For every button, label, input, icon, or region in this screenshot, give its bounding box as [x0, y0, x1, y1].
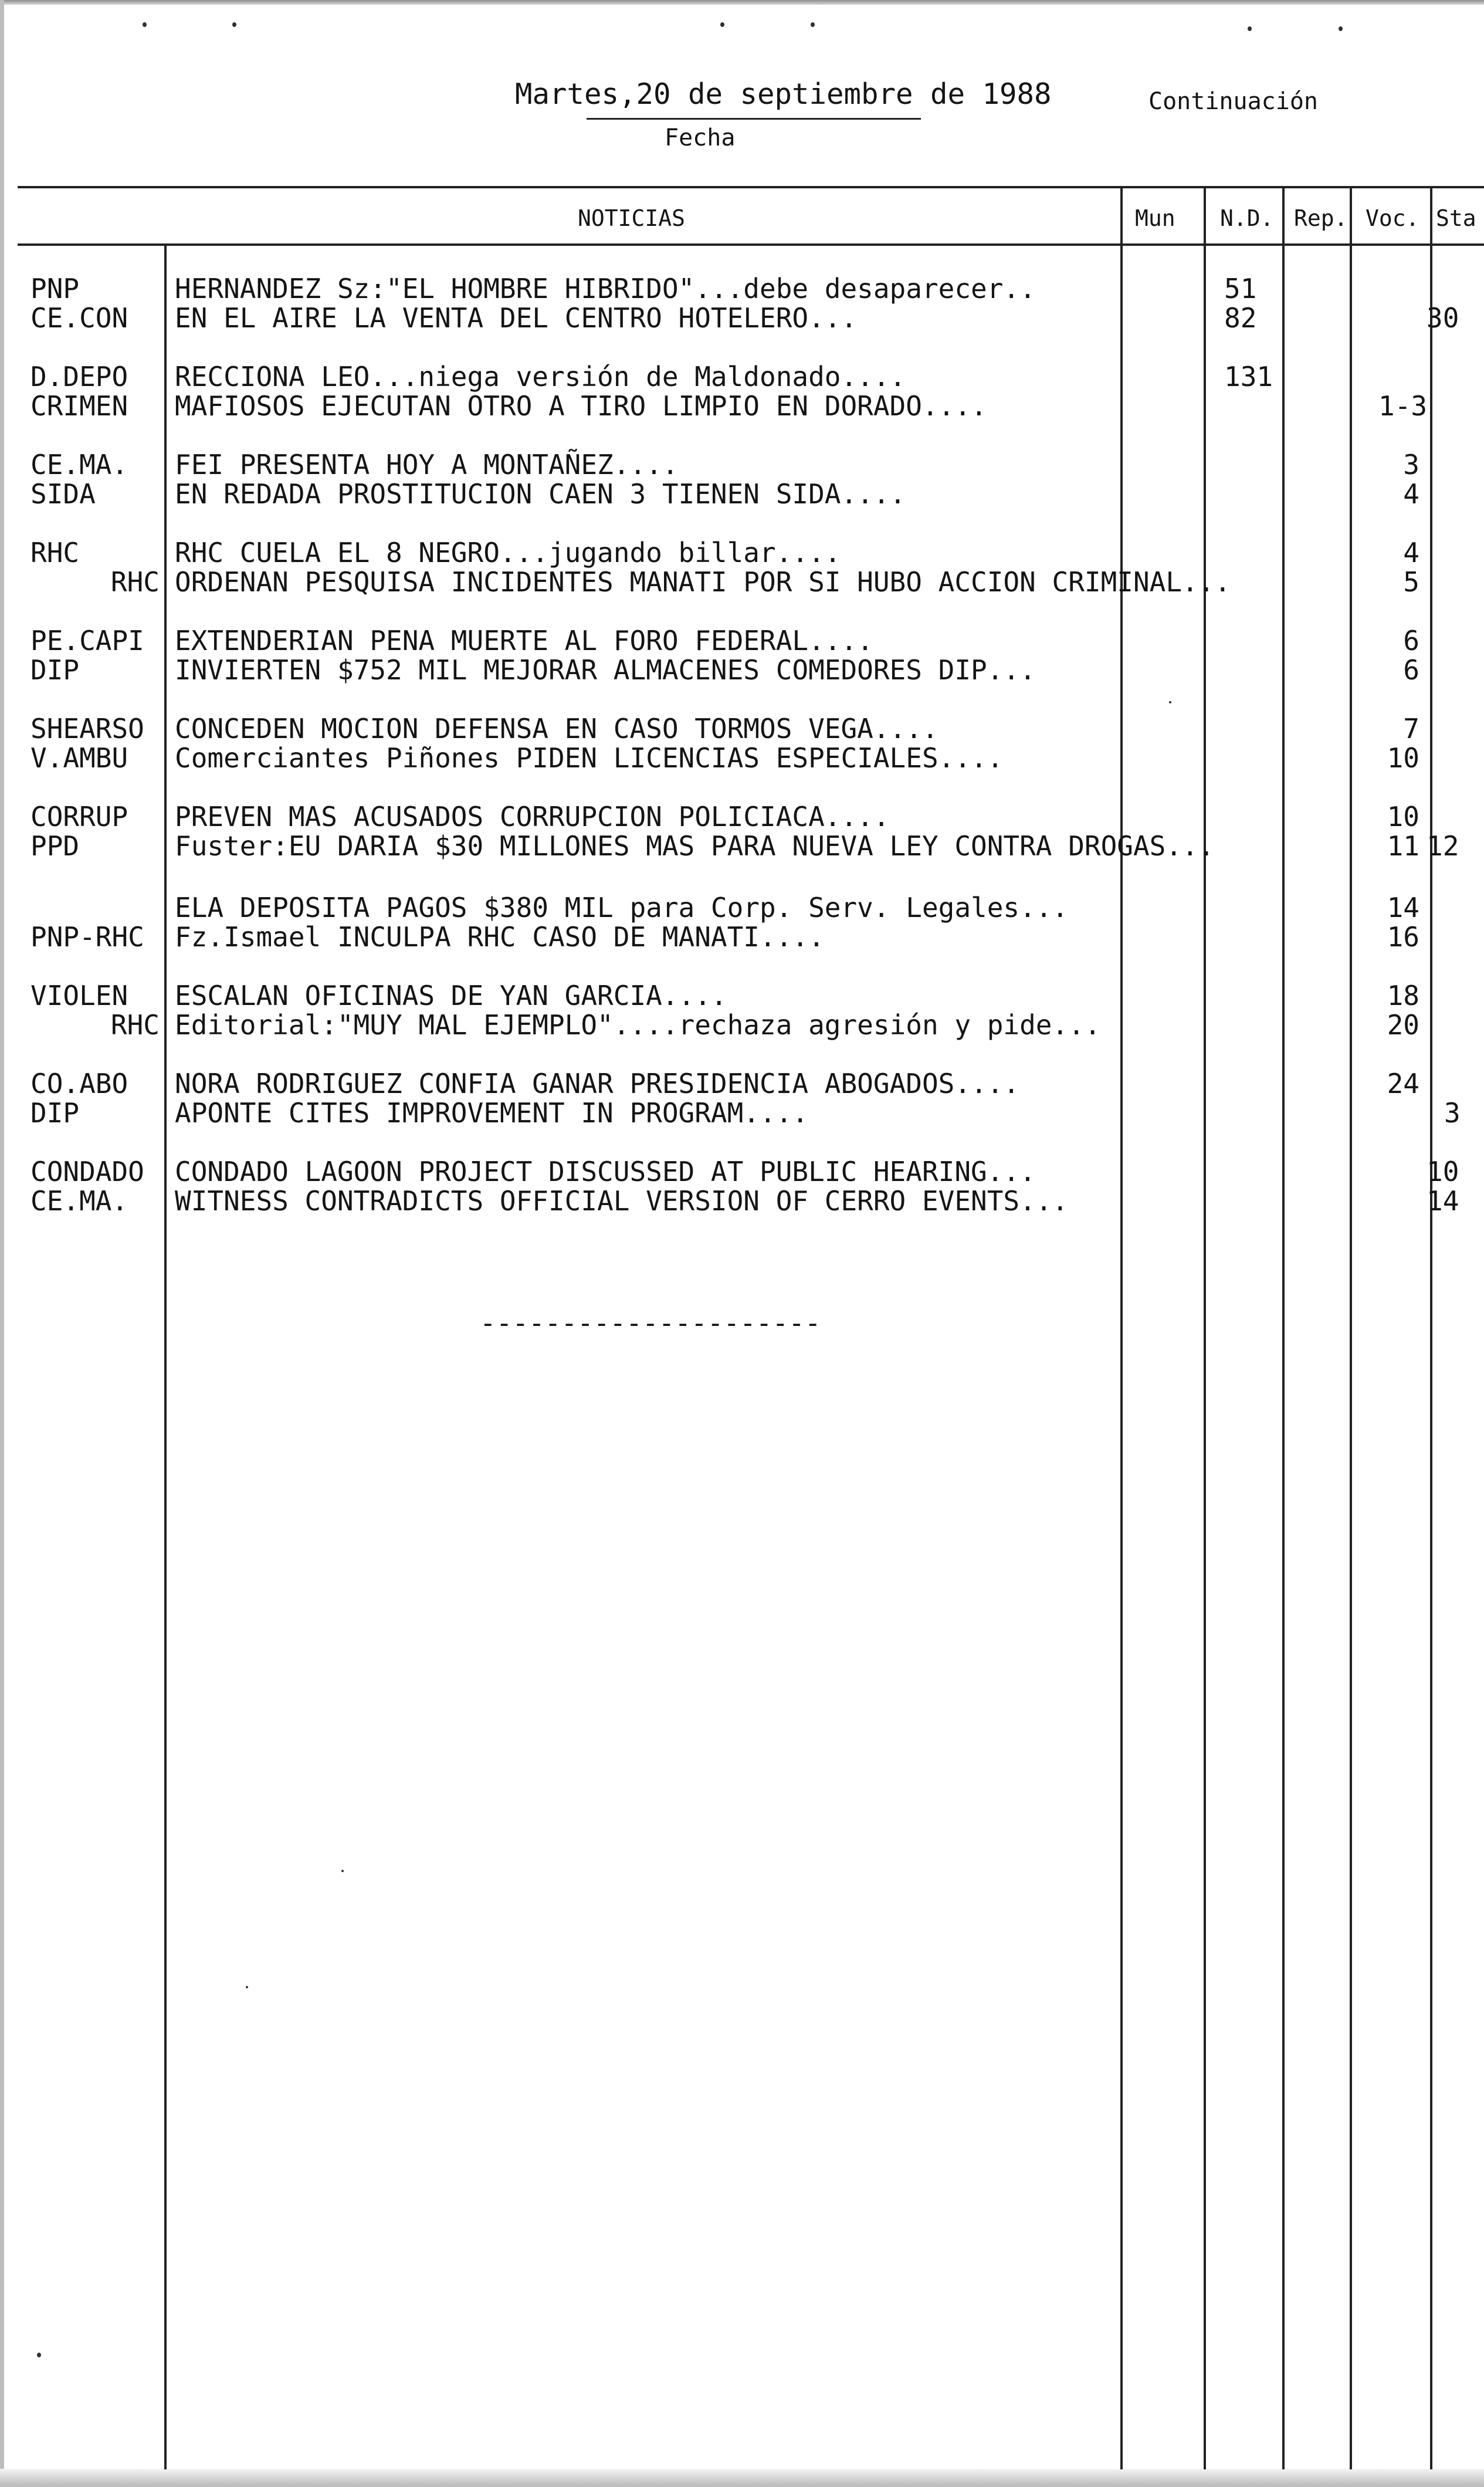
- news-headline: CONDADO LAGOON PROJECT DISCUSSED AT PUBLIC HEARING...: [175, 1156, 1036, 1187]
- news-headline: MAFIOSOS EJECUTAN OTRO A TIRO LIMPIO EN DORADO....: [175, 390, 987, 422]
- table-row: [0, 893, 1484, 922]
- news-headline: CONCEDEN MOCION DEFENSA EN CASO TORMOS VEGA....: [175, 713, 938, 745]
- news-headline: PREVEN MAS ACUSADOS CORRUPCION POLICIACA....: [175, 801, 890, 833]
- voc-page: 20: [1387, 1009, 1419, 1041]
- table-row: [0, 274, 1484, 303]
- news-headline: HERNANDEZ Sz:"EL HOMBRE HIBRIDO"...debe desaparecer..: [175, 273, 1036, 304]
- column-header-rep: Rep.: [1294, 205, 1348, 231]
- table-row: [0, 362, 1484, 391]
- table-row: [0, 922, 1484, 952]
- scan-speck: [811, 22, 815, 27]
- scan-speck: [341, 1870, 344, 1872]
- voc-page: 4: [1403, 537, 1419, 569]
- section-code: RHC: [110, 1009, 160, 1041]
- voc-page: 3: [1403, 449, 1419, 481]
- nd-page: 131: [1224, 361, 1273, 392]
- voc-page: 1-3: [1378, 390, 1428, 422]
- continuation-label: Continuación: [1148, 88, 1318, 115]
- scan-speck: [143, 22, 147, 27]
- scan-speck: [1169, 701, 1171, 703]
- table-row: [0, 802, 1484, 831]
- table-row: [0, 626, 1484, 655]
- scan-speck: [232, 22, 236, 27]
- table-row: [0, 1069, 1484, 1098]
- table-row: [0, 479, 1484, 509]
- section-code: PPD: [31, 830, 80, 862]
- section-code: DIP: [31, 654, 80, 686]
- table-row: [0, 303, 1484, 333]
- news-headline: Editorial:"MUY MAL EJEMPLO"....rechaza agresión y pide...: [175, 1009, 1101, 1041]
- section-code: V.AMBU: [31, 742, 128, 774]
- column-header-sta: Sta: [1436, 205, 1476, 231]
- section-code: RHC: [110, 566, 160, 598]
- voc-page: 24: [1387, 1068, 1419, 1099]
- voc-page: 4: [1403, 478, 1419, 510]
- table-top-rule: [18, 186, 1484, 188]
- scan-speck: [1248, 26, 1252, 31]
- news-headline: Fuster:EU DARIA $30 MILLONES MAS PARA NUEVA LEY CONTRA DROGAS...: [175, 830, 1215, 862]
- voc-page: 18: [1387, 980, 1419, 1011]
- section-code: CONDADO: [31, 1156, 144, 1187]
- voc-page: 10: [1387, 742, 1419, 774]
- table-row: [0, 567, 1484, 597]
- column-header-mun: Mun: [1135, 205, 1175, 231]
- table-row: [0, 981, 1484, 1010]
- voc-page: 10: [1387, 801, 1419, 833]
- voc-page: 7: [1403, 713, 1419, 745]
- news-headline: ORDENAN PESQUISA INCIDENTES MANATI POR SI HUBO ACCION CRIMINAL...: [175, 566, 1231, 598]
- column-divider-voc: [1350, 186, 1352, 2469]
- news-headline: RECCIONA LEO...niega versión de Maldonado....: [175, 361, 906, 392]
- column-divider-nd: [1204, 186, 1206, 2469]
- table-header-rule: [18, 243, 1484, 246]
- section-code: CO.ABO: [31, 1068, 128, 1099]
- news-headline: EN REDADA PROSTITUCION CAEN 3 TIENEN SIDA....: [175, 478, 906, 510]
- news-headline: Fz.Ismael INCULPA RHC CASO DE MANATI....: [175, 921, 825, 953]
- table-row: [0, 538, 1484, 567]
- column-header-nd: N.D.: [1220, 205, 1274, 231]
- column-divider-mun: [1120, 186, 1123, 2469]
- table-row: [0, 450, 1484, 479]
- section-code: DIP: [31, 1097, 80, 1129]
- section-code: RHC: [31, 537, 80, 569]
- nd-page: 82: [1224, 302, 1257, 334]
- column-divider-rep: [1282, 186, 1285, 2469]
- table-row: [0, 1098, 1484, 1128]
- news-headline: NORA RODRIGUEZ CONFIA GANAR PRESIDENCIA ABOGADOS....: [175, 1068, 1020, 1099]
- sta-page: 10: [1427, 1156, 1459, 1187]
- section-code: PE.CAPI: [31, 625, 144, 657]
- news-headline: ESCALAN OFICINAS DE YAN GARCIA....: [175, 980, 727, 1011]
- news-headline: ELA DEPOSITA PAGOS $380 MIL para Corp. Serv. Legales...: [175, 892, 1069, 923]
- table-row: [0, 743, 1484, 773]
- news-headline: EXTENDERIAN PENA MUERTE AL FORO FEDERAL....: [175, 625, 873, 657]
- voc-page: 14: [1387, 892, 1419, 923]
- section-code: CE.MA.: [31, 1185, 128, 1217]
- scan-speck: [720, 22, 724, 27]
- voc-page: 11: [1387, 830, 1419, 862]
- column-header-noticias: NOTICIAS: [578, 205, 686, 231]
- sta-page: 30: [1427, 302, 1459, 334]
- voc-page: 5: [1403, 566, 1419, 598]
- section-code: CE.MA.: [31, 449, 128, 481]
- scan-speck: [246, 1986, 248, 1988]
- scan-speck: [1339, 26, 1343, 31]
- date-caption: Fecha: [665, 124, 736, 151]
- section-code: D.DEPO: [31, 361, 128, 392]
- date-underline: [587, 118, 921, 120]
- news-headline: FEI PRESENTA HOY A MONTAÑEZ....: [175, 449, 679, 481]
- voc-page: 6: [1403, 654, 1419, 686]
- column-header-voc: Voc.: [1366, 205, 1419, 231]
- news-headline: WITNESS CONTRADICTS OFFICIAL VERSION OF CERRO EVENTS...: [175, 1185, 1069, 1217]
- news-headline: RHC CUELA EL 8 NEGRO...jugando billar....: [175, 537, 841, 569]
- table-row: [0, 714, 1484, 743]
- section-code: SHEARSO: [31, 713, 144, 745]
- scan-bottom-edge: [0, 2469, 1484, 2487]
- table-row: [0, 655, 1484, 685]
- column-divider-sta: [1430, 186, 1432, 2469]
- section-code: PNP-RHC: [31, 921, 144, 953]
- news-headline: INVIERTEN $752 MIL MEJORAR ALMACENES COMEDORES DIP...: [175, 654, 1036, 686]
- section-code: PNP: [31, 273, 80, 304]
- section-code: CE.CON: [31, 302, 128, 334]
- voc-page: 6: [1403, 625, 1419, 657]
- section-code: CRIMEN: [31, 390, 128, 422]
- section-code: VIOLEN: [31, 980, 128, 1011]
- nd-page: 51: [1224, 273, 1257, 304]
- scan-speck: [37, 2353, 41, 2357]
- sta-page: 3: [1444, 1097, 1461, 1129]
- table-row: [0, 1186, 1484, 1216]
- scan-top-edge: [0, 0, 1484, 5]
- sta-page: 14: [1427, 1185, 1459, 1217]
- news-headline: APONTE CITES IMPROVEMENT IN PROGRAM....: [175, 1097, 809, 1129]
- news-headline: EN EL AIRE LA VENTA DEL CENTRO HOTELERO...: [175, 302, 858, 334]
- table-row: [0, 1010, 1484, 1040]
- end-separator: ---------------------: [480, 1307, 821, 1339]
- voc-page: 16: [1387, 921, 1419, 953]
- section-code: SIDA: [31, 478, 96, 510]
- section-code: CORRUP: [31, 801, 128, 833]
- document-date: Martes,20 de septiembre de 1988: [515, 77, 1052, 111]
- table-row: [0, 1157, 1484, 1186]
- table-row: [0, 831, 1484, 861]
- sta-page: 12: [1427, 830, 1459, 862]
- table-row: [0, 391, 1484, 421]
- news-headline: Comerciantes Piñones PIDEN LICENCIAS ESPECIALES....: [175, 742, 1004, 774]
